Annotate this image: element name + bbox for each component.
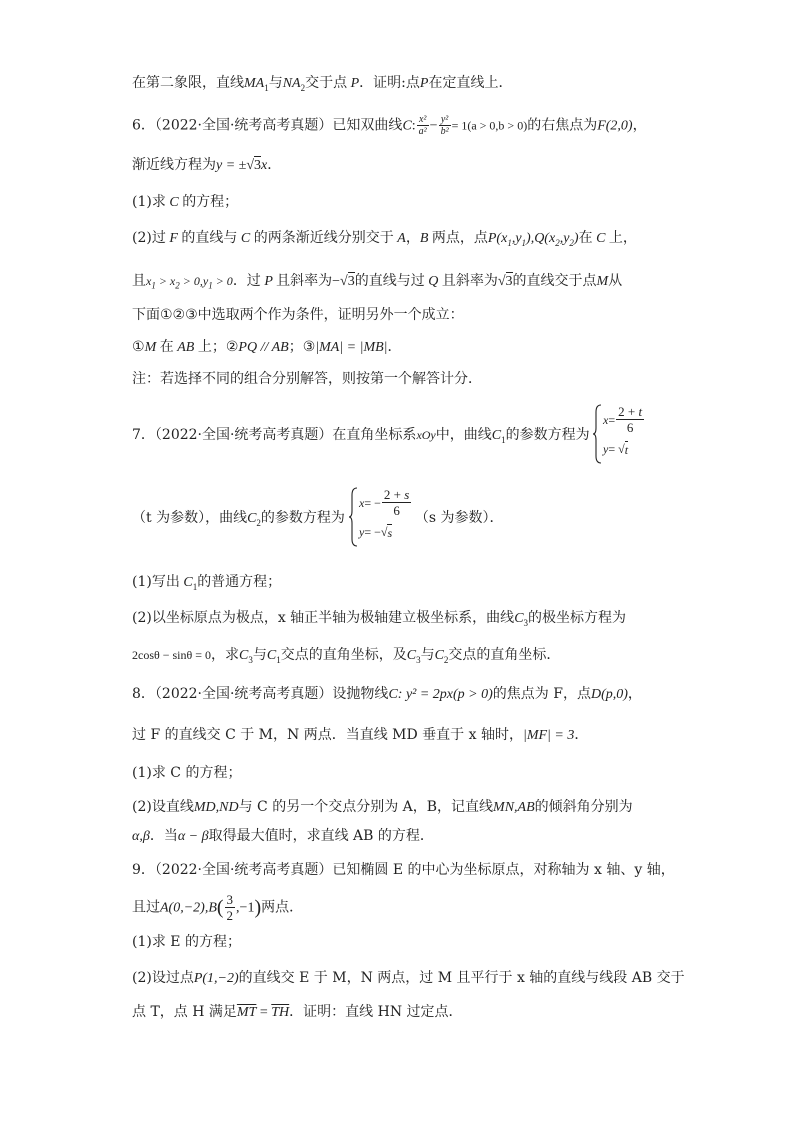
param-system-c1: x = $\frac{2 + t}{6}$ y = √ t [593,404,645,457]
problem-8-question-2: (2)设直线MD,ND与 C 的另一个交点分别为 A，B，记直线MN,AB的倾斜角分别为 [132,799,633,815]
problem-6-choose: 下面①②③中选取两个作为条件，证明另外一个成立： [132,307,464,323]
fraction: $\frac{\text{y²}}{\text{b²}}$ [440,114,449,137]
problem-9-points: 且过A(0,−2),B( $\frac{3}{2}$ ,−1)两点． [132,892,304,923]
problem-8-question-2-cont: α,β．当α − β取得最大值时，求直线 AB 的方程． [132,828,434,844]
problem-8-stem-2: 过 F 的直线交 C 于 M，N 两点．当直线 MD 垂直于 x 轴时，|MF| = 3． [132,727,589,743]
problem-8-question-1: (1)求 C 的方程； [132,765,242,781]
problem-8-stem: 8．（2022·全国·统考高考真题）设抛物线C: y² = 2px(p > 0)的焦点为 F，点D(p,0)， [132,686,642,702]
problem-9-question-1: (1)求 E 的方程； [132,934,241,950]
problem-9-question-2: (2)设过点P(1,−2)的直线交 E 于 M，N 两点，过 M 且平行于 x 轴的直线与线段 AB 交于 [132,970,685,986]
problem-6-condition: 且$x_1 > x_2 > 0,y_1 > 0$．过 P 且斜率为−√3的直线与过 Q 且斜率为√3的直线交于点M从 [132,273,623,291]
problem-7-question-2: (2)以坐标原点为极点，x 轴正半轴为极轴建立极坐标系，曲线$C_3$的极坐标方程为 [132,610,627,628]
problem-7-question-1: (1)写出 $C_1$的普通方程； [132,574,282,592]
problem-7-curve2: （t 为参数），曲线$C_2$的参数方程为 （s 为参数）． [132,510,504,528]
problem-6-asymptote: 渐近线方程为y = ±√3x． [132,157,282,173]
problem-6-note: 注：若选择不同的组合分别解答，则按第一个解答计分． [132,371,482,387]
problem-7-stem: 7．（2022·全国·统考高考真题）在直角坐标系xOy中，曲线$C_1$的参数方程为 [132,427,590,445]
problem-6-question-2: (2)过 F 的直线与 C 的两条渐近线分别交于 A，B 两点，点$P(x_1,y_1),Q(x_2,y_2)$在 C 上， [132,230,637,248]
brace-icon [593,404,603,464]
continuation-line: 在第二象限，直线$MA_1$与$NA_2$交于点 P．证明:点P在定直线上． [132,75,513,93]
problem-9-stem: 9．（2022·全国·统考高考真题）已知椭圆 E 的中心为坐标原点，对称轴为 x 轴、y 轴， [132,862,675,878]
problem-6-stem: 6．（2022·全国·统考高考真题）已知双曲线C: $\frac{\text{x²}}{\text{a²}}$ − $\frac{\text{y²}}{\text{b²}}$ = 1(a > 0,b > 0)的右焦点为F(2,0)， [132,114,647,137]
brace-icon [349,487,359,547]
problem-9-question-2-cont: 点 T，点 H 满足$\overline{MT} = \overline{TH}$．证明：直线 HN 过定点． [132,1004,463,1020]
fraction: $\frac{\text{x²}}{\text{a²}}$ [418,114,427,137]
problem-7-question-2-cont: 2cosθ − sinθ = 0，求$C_3$与$C_1$交点的直角坐标，及$C_3$与$C_2$交点的直角坐标． [132,647,561,665]
problem-6-options: ①M 在 AB 上；②PQ // AB；③|MA| = |MB|． [132,339,402,355]
param-system-c2: x = − $\frac{2 + s}{6}$ y = −√ s [349,487,412,540]
problem-6-question-1: (1)求 C 的方程； [132,194,239,210]
